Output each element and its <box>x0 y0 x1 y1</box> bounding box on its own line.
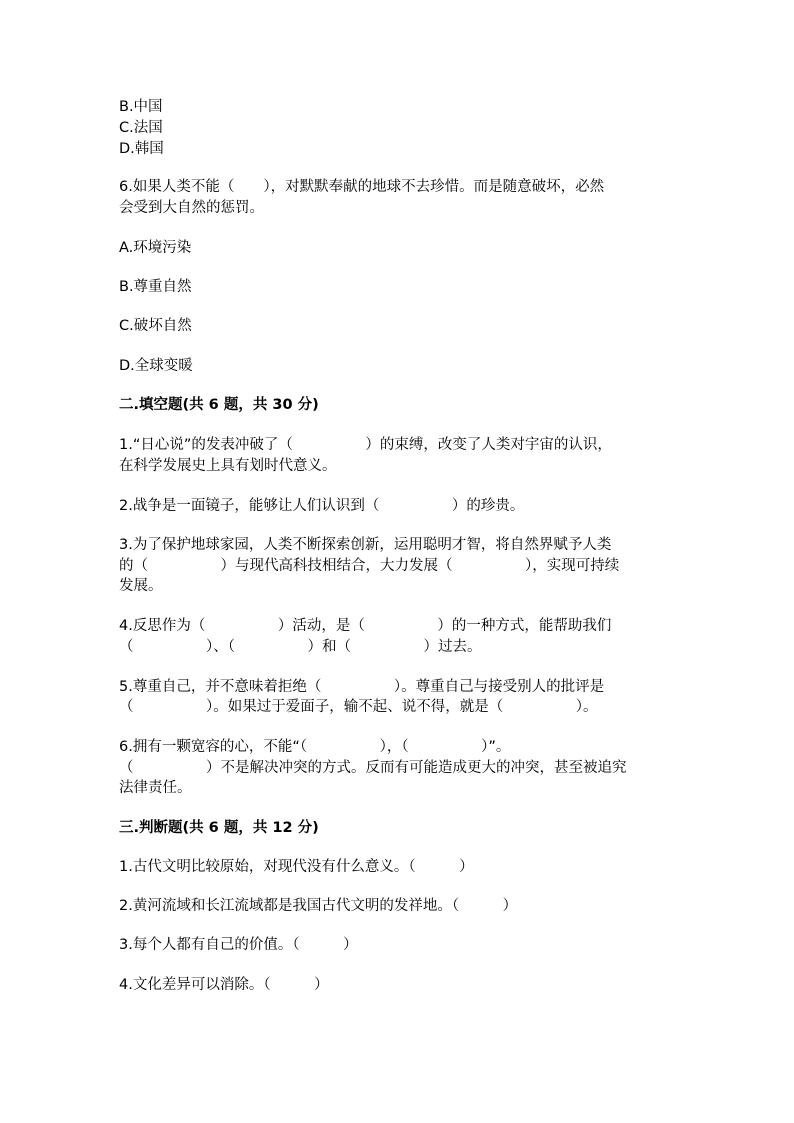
judge-q4: 4.文化差异可以消除。（ ） <box>119 977 329 993</box>
fill-q1-line1: 1.“日心说”的发表冲破了（ ）的束缚，改变了人类对宇宙的认识， <box>119 437 612 453</box>
fill-q4-line2: （ ）、（ ）和（ ）过去。 <box>119 639 482 655</box>
q6-stem-line1: 6.如果人类不能（ ），对默默奉献的地球不去珍惜。而是随意破坏，必然 <box>119 179 605 195</box>
fill-q6-line3: 法律责任。 <box>119 780 192 796</box>
q5-option-b: B.中国 <box>119 99 163 115</box>
q6-option-d: D.全球变暖 <box>119 358 193 374</box>
fill-q1-line2: 在科学发展史上具有划时代意义。 <box>119 458 337 474</box>
q6-option-a: A.环境污染 <box>119 240 192 256</box>
q6-stem-line2: 会受到大自然的惩罚。 <box>119 200 264 216</box>
judge-q3: 3.每个人都有自己的价值。（ ） <box>119 937 358 953</box>
fill-q3-line3: 发展。 <box>119 578 163 594</box>
judge-q1: 1.古代文明比较原始，对现代没有什么意义。（ ） <box>119 859 474 875</box>
fill-q6-line2: （ ）不是解决冲突的方式。反而有可能造成更大的冲突，甚至被追究 <box>119 760 627 776</box>
q6-option-b: B.尊重自然 <box>119 279 192 295</box>
fill-q4-line1: 4.反思作为（ ）活动，是（ ）的一种方式，能帮助我们 <box>119 618 612 634</box>
fill-q3-line2: 的（ ）与现代高科技相结合，大力发展（ ），实现可持续 <box>119 558 620 574</box>
fill-q6-line1: 6.拥有一颗宽容的心，不能“（ ），（ ）”。 <box>119 739 511 755</box>
fill-q3-line1: 3.为了保护地球家园，人类不断探索创新，运用聪明才智，将自然界赋予人类 <box>119 537 612 553</box>
fill-q2-line1: 2.战争是一面镜子，能够让人们认识到（ ）的珍贵。 <box>119 498 525 514</box>
fill-q5-line1: 5.尊重自己，并不意味着拒绝（ ）。尊重自己与接受别人的批评是 <box>119 679 605 695</box>
q6-option-c: C.破坏自然 <box>119 318 192 334</box>
q5-option-d: D.韩国 <box>119 141 164 157</box>
section3-title: 三.判断题(共 6 题，共 12 分) <box>119 820 319 836</box>
fill-q5-line2: （ ）。如果过于爱面子，输不起、说不得，就是（ ）。 <box>119 699 598 715</box>
judge-q2: 2.黄河流域和长江流域都是我国古代文明的发祥地。（ ） <box>119 898 518 914</box>
q5-option-c: C.法国 <box>119 120 163 136</box>
section2-title: 二.填空题(共 6 题，共 30 分) <box>119 397 319 413</box>
